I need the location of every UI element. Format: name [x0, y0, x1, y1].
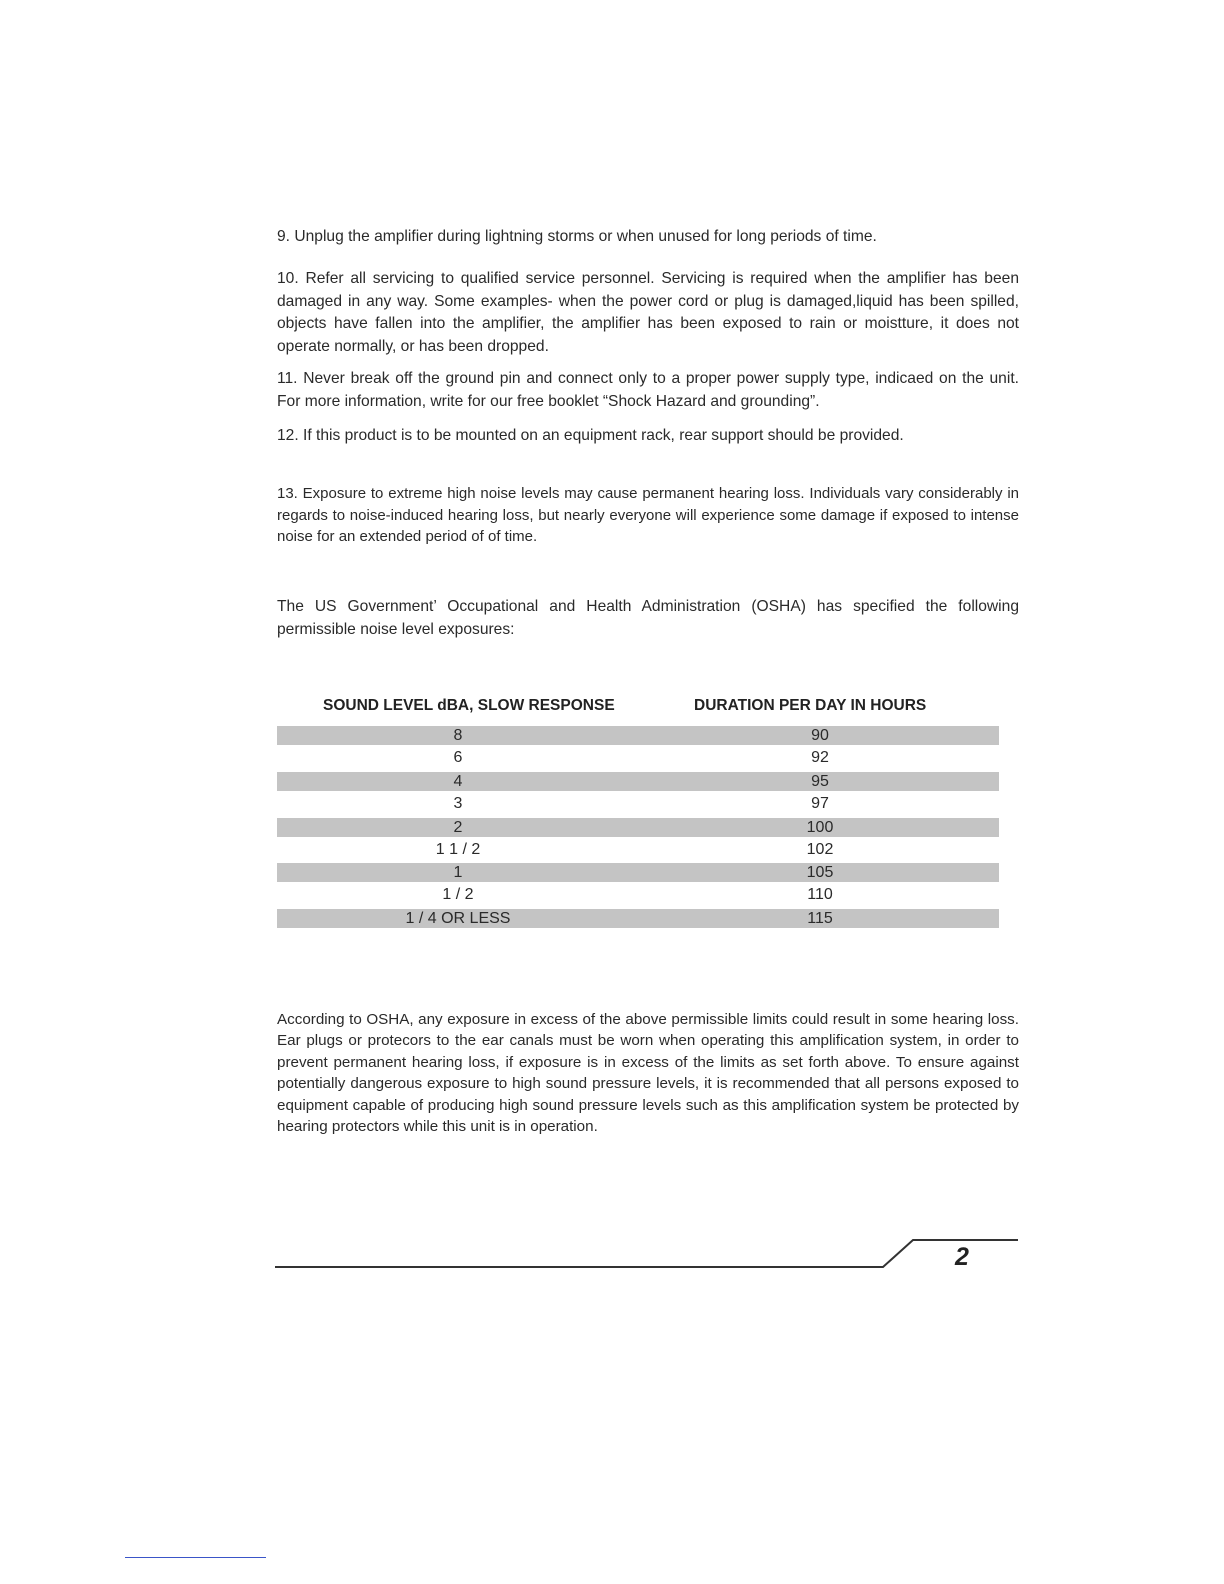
bottom-link-rule: [125, 1557, 266, 1558]
cell-sound-level: 3: [453, 794, 463, 812]
cell-duration: 97: [811, 794, 829, 812]
cell-duration: 92: [811, 749, 829, 766]
item-13: 13. Exposure to extreme high noise levels may cause permanent hearing loss. Individuals vary considerably in regards to noise-induced hearing loss, but nearly everyone will experience some damage if exposed to intense noise for an extended period of of time.: [277, 485, 1019, 546]
cell-sound-level: 1 / 2: [442, 886, 474, 904]
cell-duration: 115: [807, 910, 833, 928]
cell-duration: 100: [806, 818, 834, 836]
cell-duration: 110: [807, 886, 833, 904]
cell-duration: 102: [806, 840, 834, 858]
item-9: 9. Unplug the amplifier during lightning storms or when unused for long periods of time.: [277, 228, 877, 245]
cell-sound-level: 1 1 / 2: [435, 840, 481, 858]
item-10: 10. Refer all servicing to qualified service personnel. Servicing is required when the amplifier has been damaged in any way. Some examples- when the power cord or plug is damaged,liquid has been spilled, objects have fallen into the amplifier, the amplifier has been exposed to rain or moistture, it does not operate normally, or has been dropped.: [277, 270, 1019, 355]
item-11: 11. Never break off the ground pin and connect only to a proper power supply type, indicaed on the unit. For more information, write for our free booklet “Shock Hazard and grounding”.: [277, 370, 1019, 410]
cell-sound-level: 4: [453, 772, 463, 790]
header-sound-level: SOUND LEVEL dBA, SLOW RESPONSE: [323, 697, 615, 714]
page-number: 2: [955, 1243, 969, 1271]
cell-duration: 90: [811, 727, 829, 744]
osha-conclusion: According to OSHA, any exposure in excess of the above permissible limits could result in some hearing loss. Ear plugs or protecors to the ear canals must be worn when operating this amplification system, in order to prevent permanent hearing loss, if exposure is in excess of the limits as set forth above. To ensure against potentially dangerous exposure to high sound pressure levels, it is recommended that all persons exposed to equipment capable of producing high sound pressure levels such as this amplification system be protected by hearing protectors while this unit is in operation.: [277, 1011, 1019, 1136]
cell-sound-level: 2: [453, 818, 463, 836]
cell-duration: 105: [806, 864, 834, 882]
cell-sound-level: 6: [453, 749, 463, 766]
item-12: 12. If this product is to be mounted on an equipment rack, rear support should be provided.: [277, 427, 904, 444]
cell-sound-level: 1 / 4 OR LESS: [405, 910, 511, 928]
cell-sound-level: 8: [453, 727, 463, 744]
cell-duration: 95: [811, 772, 829, 790]
osha-intro: The US Government’ Occupational and Health Administration (OSHA) has specified the following permissible noise level exposures:: [277, 598, 1019, 638]
cell-sound-level: 1: [453, 864, 463, 882]
header-duration: DURATION PER DAY IN HOURS: [694, 697, 927, 714]
